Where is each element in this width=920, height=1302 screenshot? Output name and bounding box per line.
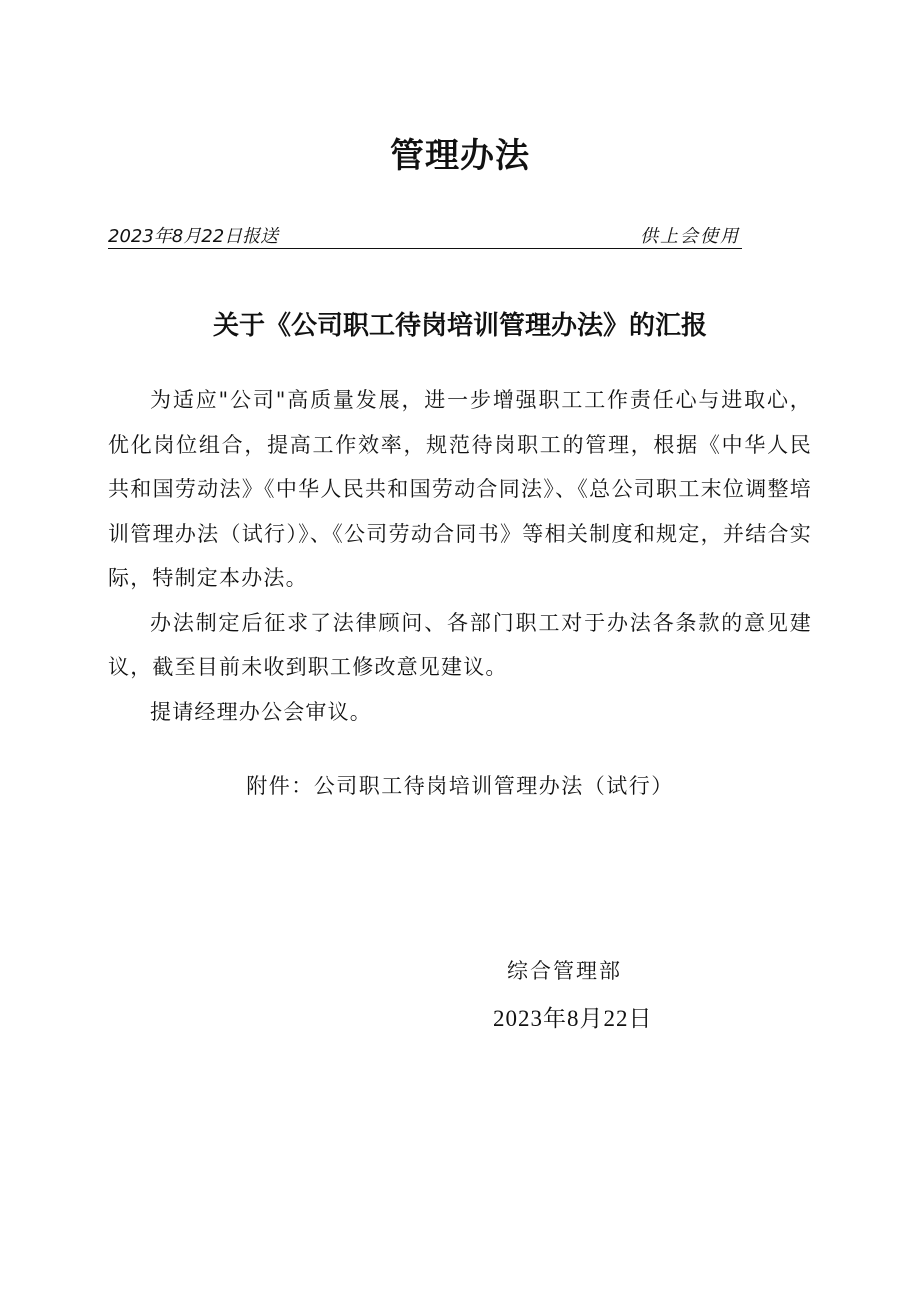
signature-department: 综合管理部 bbox=[507, 959, 622, 983]
attachment-note: 附件：公司职工待岗培训管理办法（试行） bbox=[246, 774, 674, 798]
page-title: 管理办法 bbox=[390, 136, 530, 176]
body-paragraph: 为适应"公司"高质量发展，进一步增强职工工作责任心与进取心，优化岗位组合，提高工作效率，规范待岗职工的管理，根据《中华人民共和国劳动法》《中华人民共和国劳动合同法》、《总公司职工末位调整培训管理办法（试行）》、《公司劳动合同书》等相关制度和规定，并结合实际，特制定本办法。 bbox=[108, 388, 812, 590]
report-title: 关于《公司职工待岗培训管理办法》的汇报 bbox=[212, 311, 707, 341]
signature-date: 2023年8月22日 bbox=[493, 1006, 653, 1031]
report-body bbox=[108, 378, 812, 734]
submission-date: 2023年8月22日报送 bbox=[108, 226, 279, 247]
body-paragraph: 办法制定后征求了法律顾问、各部门职工对于办法各条款的意见建议，截至目前未收到职工修改意见建议。 bbox=[108, 610, 812, 679]
body-paragraph: 提请经理办公会审议。 bbox=[150, 699, 372, 724]
usage-note: 供上会使用 bbox=[640, 226, 740, 247]
submission-line bbox=[108, 222, 742, 249]
